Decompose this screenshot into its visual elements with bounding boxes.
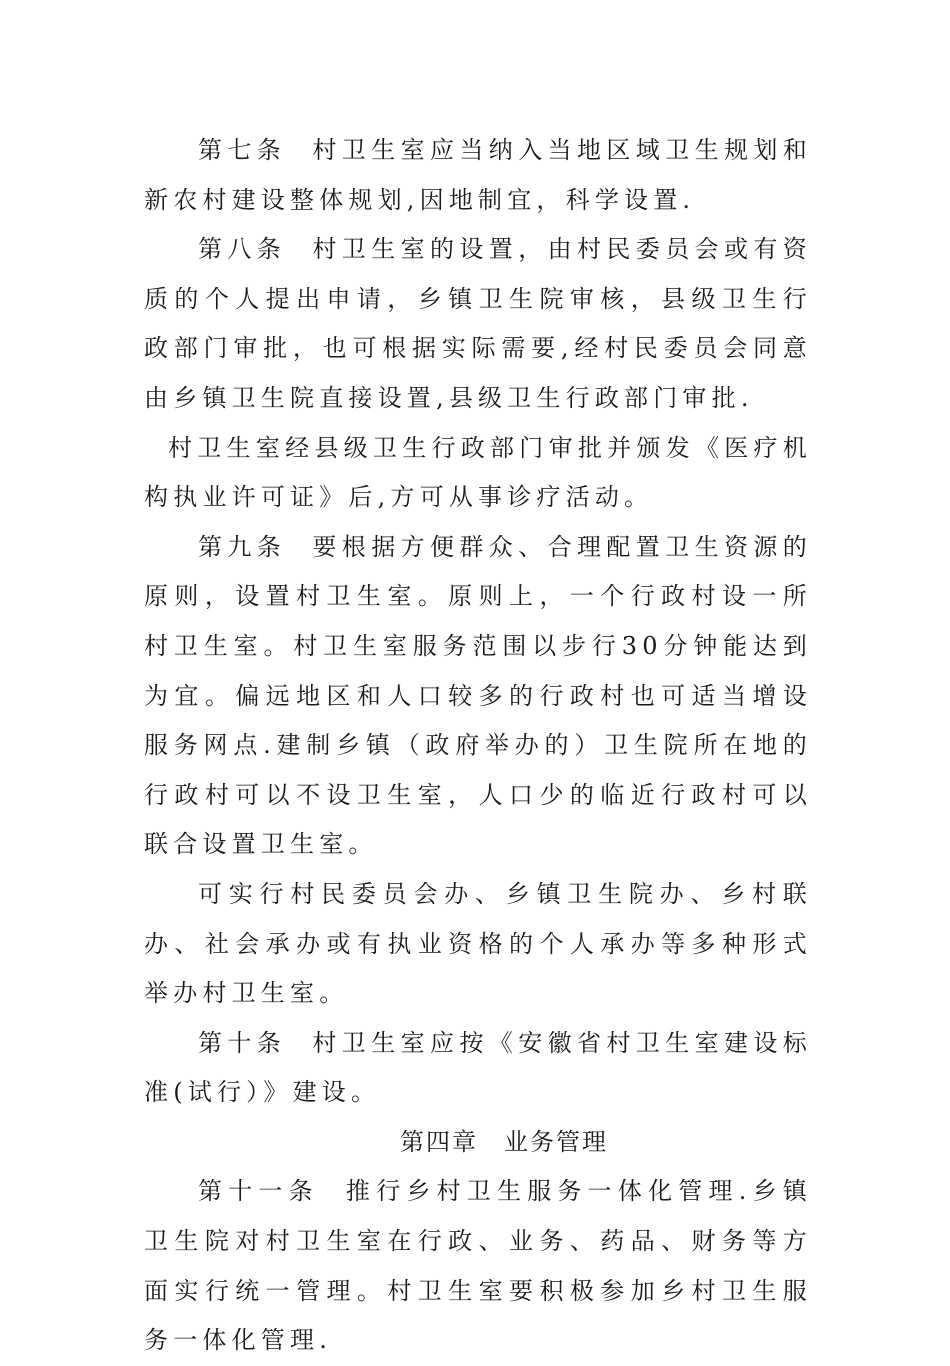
article-7 xyxy=(144,126,812,225)
article-10 xyxy=(144,1019,812,1118)
article-11-text: 推行乡村卫生服务一体化管理.乡镇卫生院对村卫生室在行政、业务、药品、财务等方面实行统一管理。村卫生室要积极参加乡村卫生服务一体化管理. xyxy=(144,1177,812,1355)
article-10-text: 村卫生室应按《安徽省村卫生室建设标准(试行）》建设。 xyxy=(144,1028,812,1107)
article-8-text: 村卫生室的设置，由村民委员会或有资质的个人提出申请，乡镇卫生院审核，县级卫生行政部门审批，也可根据实际需要,经村民委员会同意由乡镇卫生院直接设置,县级卫生行政部门审批. xyxy=(144,235,812,412)
article-7-label: 第七条 xyxy=(198,136,287,164)
chapter-heading: 第四章 业务管理 xyxy=(400,1127,608,1156)
article-9-continuation xyxy=(144,870,812,1019)
article-9 xyxy=(144,523,812,870)
article-10-label: 第十条 xyxy=(198,1028,287,1057)
article-8-continuation xyxy=(144,424,812,523)
article-8 xyxy=(144,225,812,423)
document-body xyxy=(144,126,812,1366)
article-11-label: 第十一条 xyxy=(198,1177,319,1206)
article-8-continuation-text: 村卫生室经县级卫生行政部门审批并颁发《医疗机构执业许可证》后,方可从事诊疗活动。 xyxy=(144,433,812,512)
article-9-label: 第九条 xyxy=(198,532,287,561)
article-9-text: 要根据方便群众、合理配置卫生资源的原则，设置村卫生室。原则上，一个行政村设一所村卫生室。村卫生室服务范围以步行30分钟能达到为宜。偏远地区和人口较多的行政村也可适当增设服务网点.建制乡镇（政府举办的）卫生院所在地的行政村可以不设卫生室，人口少的临近行政村可以联合设置卫生室。 xyxy=(144,532,812,859)
article-9-continuation-text: 可实行村民委员会办、乡镇卫生院办、乡村联办、社会承办或有执业资格的个人承办等多种形式举办村卫生室。 xyxy=(144,879,812,1008)
article-8-label: 第八条 xyxy=(198,235,287,264)
article-7-text: 村卫生室应当纳入当地区域卫生规划和新农村建设整体规划,因地制宜，科学设置. xyxy=(144,136,812,214)
article-11 xyxy=(144,1167,812,1365)
